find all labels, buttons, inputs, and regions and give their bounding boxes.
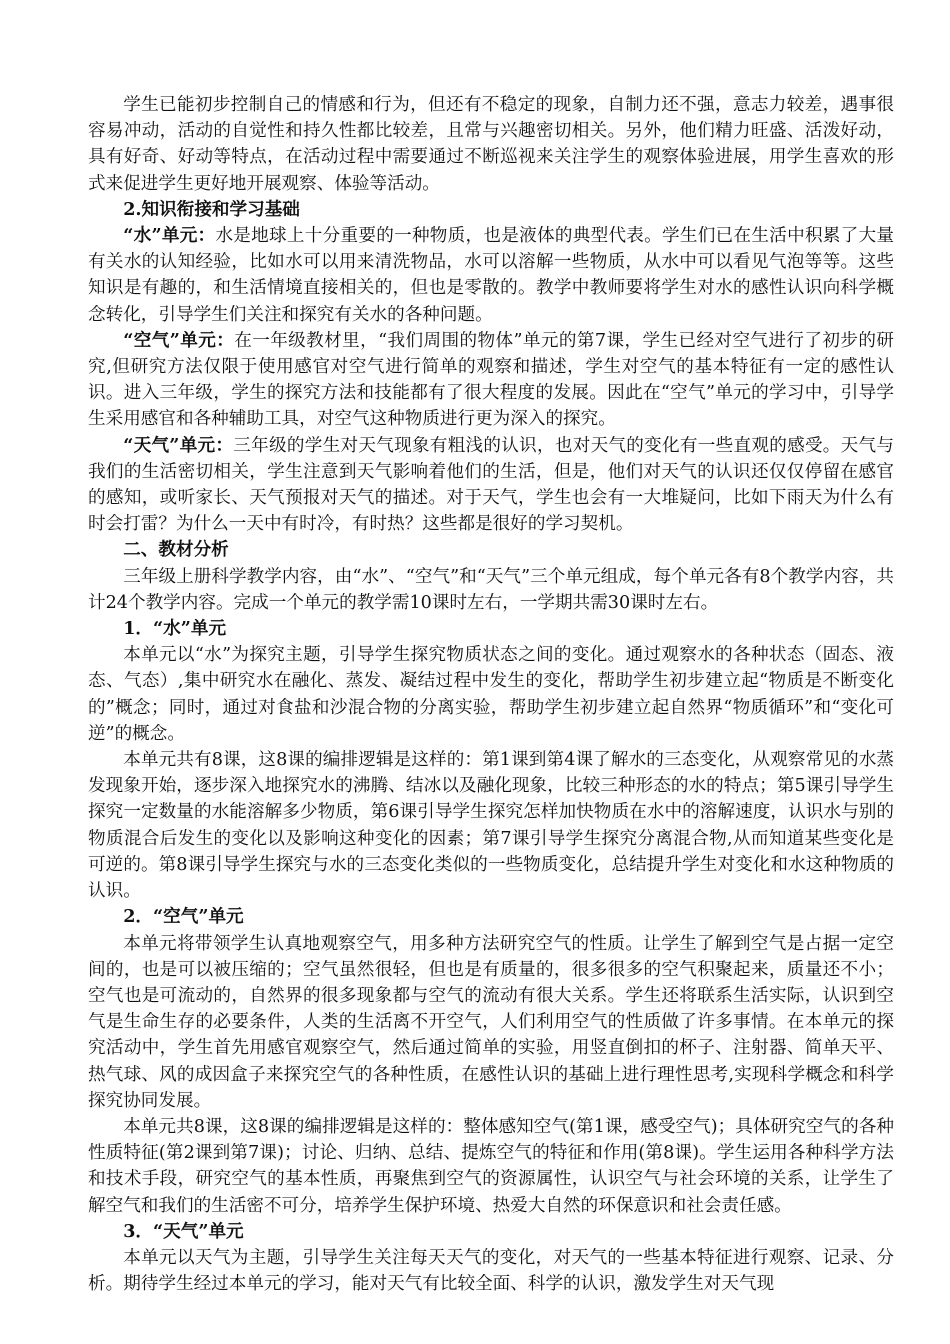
heading-weather-unit: 3．“天气”单元 [123, 1220, 244, 1242]
paragraph-overview: 三年级上册科学教学内容，由“水”、“空气”和“天气”三个单元组成，每个单元各有8个教学内容，共计24个教学内容。完成一个单元的教学需10课时左右，一学期共需30课时左右。 [88, 566, 894, 613]
paragraph-water-unit-basis [88, 223, 894, 328]
text-air-unit: 在一年级教材里，“我们周围的物体”单元的第7课，学生已经对空气进行了初步的研究,但研究方法仅限于使用感官对空气进行简单的观察和描述，学生对空气的基本特征有一定的感性认识。进入三年级，学生的探究方法和技能都有了很大程度的发展。因此在“空气”单元的学习中，引导学生采用感官和各种辅助工具，对空气这种物质进行更为深入的探究。 [88, 330, 894, 430]
paragraph-air-unit-1: 本单元将带领学生认真地观察空气，用多种方法研究空气的性质。让学生了解到空气是占据一定空间的，也是可以被压缩的；空气虽然很轻，但也是有质量的，很多很多的空气积聚起来，质量还不小；空气也是可流动的，自然界的很多现象都与空气的流动有很大关系。学生还将联系生活实际，认识到空气是生命生存的必要条件，人类的生活离不开空气，人们利用空气的性质做了许多事情。在本单元的探究活动中，学生首先用感官观察空气，然后通过简单的实验，用竖直倒扣的杯子、注射器、简单天平、热气球、风的成因盒子来探究空气的各种性质，在感性认识的基础上进行理性思考,实现科学概念和科学探究协同发展。 [88, 933, 894, 1111]
heading-air-unit: 2．“空气”单元 [123, 906, 244, 928]
label-weather-unit: “天气”单元： [123, 434, 234, 456]
heading-textbook-analysis: 二、教材分析 [123, 539, 229, 561]
paragraph-air-unit-basis [88, 328, 894, 433]
paragraph-water-unit-1: 本单元以“水”为探究主题，引导学生探究物质状态之间的变化。通过观察水的各种状态（固态、液态、气态）,集中研究水在融化、蒸发、凝结过程中发生的变化，帮助学生初步建立起“物质是不断变化的”概念；同时，通过对食盐和沙混合物的分离实验，帮助学生初步建立起自然界“物质循环”和“变化可逆”的概念。 [88, 645, 894, 744]
label-water-unit: “水”单元： [123, 225, 216, 247]
text-water-unit: 水是地球上十分重要的一种物质，也是液体的典型代表。学生们已在生活中积累了大量有关水的认知经验，比如水可以用来清洗物品，水可以溶解一些物质，从水中可以看见气泡等等。这些知识是有趣的，和生活情境直接相关的，但也是零散的。教学中教师要将学生对水的感性认识向科学概念转化，引导学生们关注和探究有关水的各种问题。 [88, 226, 894, 325]
label-air-unit: “空气”单元： [123, 329, 235, 351]
paragraph-water-unit-2: 本单元共有8课，这8课的编排逻辑是这样的：第1课到第4课了解水的三态变化，从观察常见的水蒸发现象开始，逐步深入地探究水的沸腾、结冰以及融化现象，比较三种形态的水的特点；第5课引导学生探究一定数量的水能溶解多少物质，第6课引导学生探究怎样加快物质在水中的溶解速度，认识水与别的物质混合后发生的变化以及影响这种变化的因素；第7课引导学生探究分离混合物,从而知道某些变化是可逆的。第8课引导学生探究与水的三态变化类似的一些物质变化，总结提升学生对变化和水这种物质的认识。 [88, 750, 894, 902]
paragraph-student-traits: 学生已能初步控制自己的情感和行为，但还有不稳定的现象，自制力还不强，意志力较差，遇事很容易冲动，活动的自觉性和持久性都比较差，且常与兴趣密切相关。另外，他们精力旺盛、活泼好动，具有好奇、好动等特点，在活动过程中需要通过不断巡视来关注学生的观察体验进展，用学生喜欢的形式来促进学生更好地开展观察、体验等活动。 [88, 95, 894, 194]
paragraph-weather-unit-1: 本单元以天气为主题，引导学生关注每天天气的变化，对天气的一些基本特征进行观察、记录、分析。期待学生经过本单元的学习，能对天气有比较全面、科学的认识，激发学生对天气现 [88, 1247, 894, 1295]
heading-water-unit: 1．“水”单元 [123, 618, 227, 640]
text-weather-unit: 三年级的学生对天气现象有粗浅的认识，也对天气的变化有一些直观的感受。天气与我们的生活密切相关，学生注意到天气影响着他们的生活，但是，他们对天气的认识还仅仅停留在感官的感知，或听家长、天气预报对天气的描述。对于天气，学生也会有一大堆疑问，比如下雨天为什么有时会打雷？为什么一天中有时冷，有时热？这些都是很好的学习契机。 [88, 435, 894, 535]
document-page [88, 92, 894, 1297]
heading-knowledge-basis: 2.知识衔接和学习基础 [123, 198, 300, 220]
paragraph-weather-unit-basis [88, 433, 894, 538]
paragraph-air-unit-2: 本单元共8课，这8课的编排逻辑是这样的：整体感知空气(第1课，感受空气)；具体研究空气的各种性质特征(第2课到第7课)；讨论、归纳、总结、提炼空气的特征和作用(第8课)。学生运用各种科学方法和技术手段，研究空气的基本性质，再聚焦到空气的资源属性，认识空气与社会环境的关系，让学生了解空气和我们的生活密不可分，培养学生保护环境、热爱大自然的环保意识和社会责任感。 [88, 1116, 894, 1216]
